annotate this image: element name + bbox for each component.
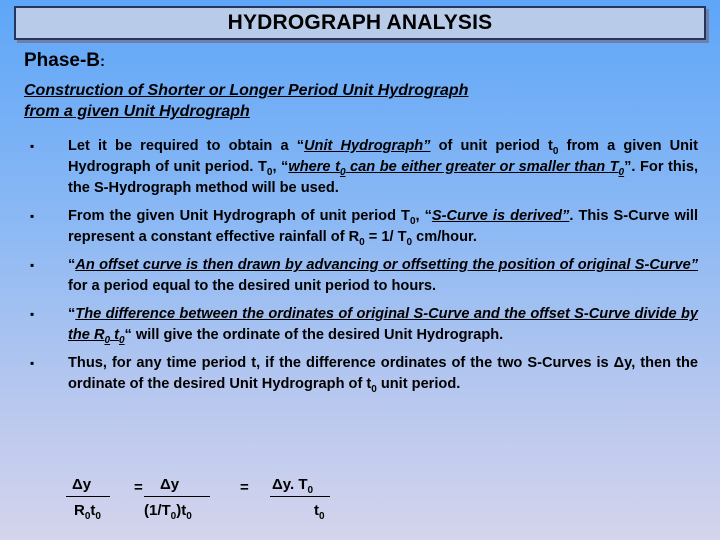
subscript: 0 <box>409 215 416 227</box>
emphasis: can be either greater or smaller than T <box>345 159 619 175</box>
subscript: 0 <box>95 511 101 522</box>
subtitle-line-1: Construction of Shorter or Longer Period Unit Hydrograph <box>24 82 469 99</box>
formula-numerator-2: Δy <box>160 476 180 493</box>
phase-colon: : <box>100 53 106 70</box>
subscript: 0 <box>319 511 325 522</box>
subscript: 0 <box>84 511 91 522</box>
text: Let it be required to obtain a “ <box>68 138 304 154</box>
text: From the given Unit Hydrograph of unit period T <box>68 208 410 224</box>
bullet-item-2 <box>30 206 698 248</box>
den-part: (1/T <box>144 502 171 519</box>
subscript: 0 <box>359 236 365 248</box>
emphasis: The difference between the ordinates of original S-Curve and the offset S-Curve divide by the R <box>68 306 698 343</box>
subscript: 0 <box>118 334 125 346</box>
fraction-line-1 <box>66 496 110 497</box>
den-part: R <box>74 502 85 519</box>
subscript: 0 <box>170 511 177 522</box>
title-banner <box>14 6 706 40</box>
bullet-marker: ▪ <box>30 209 35 223</box>
text: ”. For this, the S-Hydrograph method will be used. <box>68 159 699 196</box>
fraction-line-2 <box>144 496 210 497</box>
bullet-marker: ▪ <box>30 356 35 370</box>
text: “ <box>68 306 76 322</box>
formula-numerator-3 <box>272 476 314 496</box>
formula-denominator-1 <box>74 502 101 522</box>
text: from a given Unit Hydrograph of unit period. T <box>68 138 698 175</box>
equals-sign-2: = <box>240 479 249 496</box>
subscript: 0 <box>104 334 111 346</box>
formula-denominator-3 <box>314 502 325 522</box>
den-part: t <box>90 502 96 519</box>
text: , “ <box>272 159 289 175</box>
bullet-item-3 <box>30 255 698 297</box>
bullet-item-5 <box>30 353 698 395</box>
text: “ <box>68 257 76 273</box>
text: . This S-Curve will represent a constant effective rainfall of R <box>68 208 699 245</box>
subscript: 0 <box>371 383 377 395</box>
subscript: 0 <box>307 485 314 496</box>
formula-numerator-1: Δy <box>72 476 92 493</box>
den-part: t <box>314 502 319 519</box>
formula-denominator-2 <box>144 502 192 522</box>
emphasis: t <box>110 327 119 343</box>
fraction-line-3 <box>270 496 330 497</box>
text: “ will give the ordinate of the desired Unit Hydrograph. <box>124 327 504 343</box>
text: cm/hour. <box>412 229 477 245</box>
bullet-marker: ▪ <box>30 139 35 153</box>
formula <box>60 476 380 536</box>
subtitle-line-2: from a given Unit Hydrograph <box>24 103 250 120</box>
bullet-list <box>30 136 698 402</box>
subscript: 0 <box>552 145 559 157</box>
text: Thus, for any time period t, if the difference ordinates of the two S-Curves is Δy, then the ordinate of the desired Unit Hydrograph of t <box>68 355 698 392</box>
text: of unit period t <box>430 138 553 154</box>
section-subtitle <box>24 80 708 122</box>
text: , “ <box>415 208 432 224</box>
page-title: HYDROGRAPH ANALYSIS <box>227 11 493 34</box>
text: = 1/ T <box>364 229 407 245</box>
emphasis: S-Curve is derived” <box>431 208 570 224</box>
bullet-marker: ▪ <box>30 258 35 272</box>
den-part: )t <box>176 502 187 519</box>
equals-sign-1: = <box>134 479 143 496</box>
bullet-item-1 <box>30 136 698 199</box>
bullet-marker: ▪ <box>30 307 35 321</box>
emphasis: An offset curve is then drawn by advancing or offsetting the position of original S-Curve” <box>75 257 698 273</box>
num-part: Δy. T <box>272 476 308 493</box>
subscript: 0 <box>406 236 413 248</box>
phase-label: Phase-B <box>24 50 101 71</box>
text: for a period equal to the desired unit period to hours. <box>68 278 437 294</box>
subscript: 0 <box>186 511 192 522</box>
emphasis: where t <box>288 159 340 175</box>
text: unit period. <box>376 376 461 392</box>
subscript: 0 <box>618 166 625 178</box>
emphasis: Unit Hydrograph” <box>304 138 431 154</box>
phase-heading <box>24 50 105 72</box>
subscript: 0 <box>266 166 273 178</box>
subscript: 0 <box>339 166 346 178</box>
bullet-item-4 <box>30 304 698 346</box>
